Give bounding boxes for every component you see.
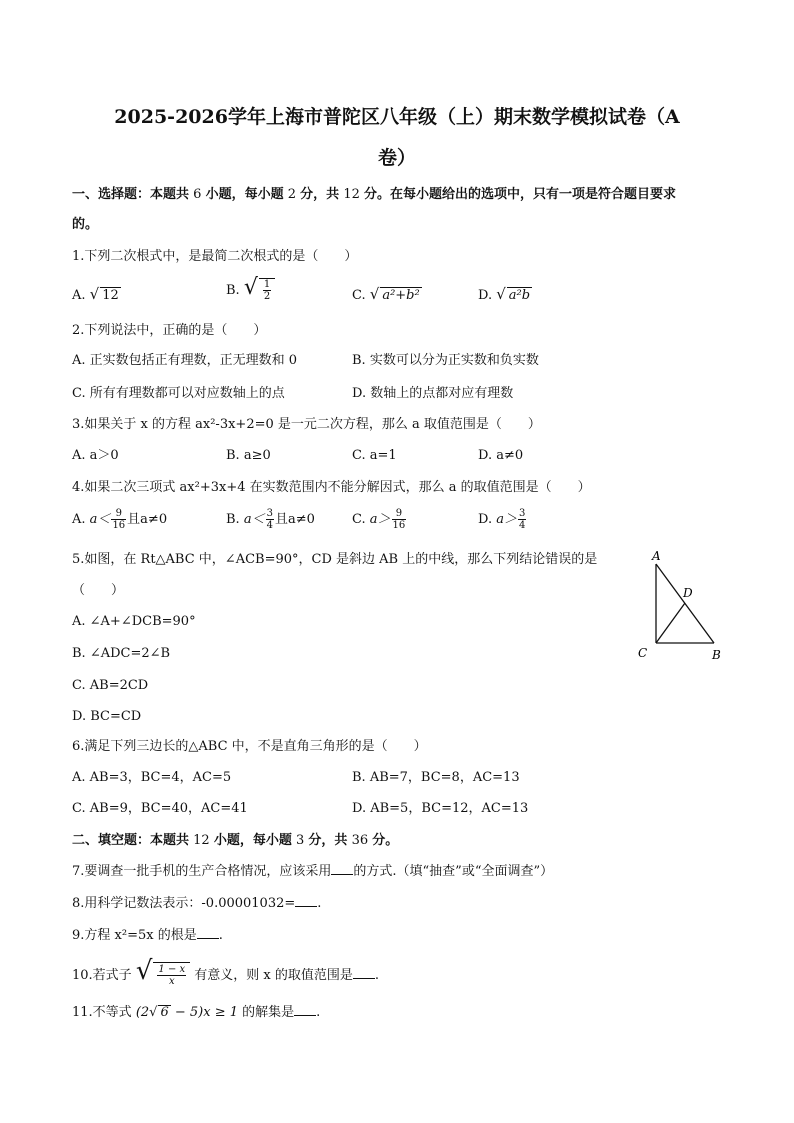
radical-sign: √ (149, 1005, 158, 1020)
q1-option-b (226, 275, 275, 302)
radical-sign: √ (89, 285, 100, 303)
q10-den: x (168, 976, 175, 987)
q4-a-num: 9 (111, 508, 126, 520)
q9 (72, 926, 223, 945)
q11 (72, 1003, 320, 1022)
q8 (72, 894, 321, 913)
q5-option-c: C. AB=2CD (72, 678, 149, 693)
median-cd (656, 603, 685, 643)
q7-post: 的方式.（填“抽查”或“全面调查”） (353, 864, 554, 879)
radical-sign: √ (369, 285, 380, 303)
q1-option-c (352, 285, 422, 305)
q1-a-radicand: 12 (102, 288, 119, 303)
section1-prefix: 一、选择题：本题共 (72, 187, 190, 202)
q4-b-post: 且a≠0 (274, 512, 315, 527)
q1-a-label: A. (72, 288, 86, 303)
section2-suffix: 分。 (372, 833, 399, 848)
q1-option-a (72, 285, 121, 305)
q2-option-c: C. 所有有理数都可以对应数轴上的点 (72, 386, 285, 401)
q11-expr-b: − 5)x ≥ 1 (170, 1005, 239, 1020)
q5-option-b: B. ∠ADC=2∠B (72, 646, 171, 661)
section1-heading-cont: 的。 (72, 217, 99, 232)
q10-answer-blank[interactable] (353, 966, 375, 979)
q10-pre: 10.若式子 (72, 968, 132, 983)
q4-option-a (72, 508, 167, 531)
q7-pre: 7.要调查一批手机的生产合格情况，应该采用 (72, 864, 332, 879)
q11-expression (136, 1005, 238, 1020)
q3-option-c: C. a=1 (352, 448, 397, 463)
q1-b-num: 1 (263, 279, 271, 290)
q4-option-b (226, 508, 315, 531)
q10-mid: 有意义，则 x 的取值范围是 (194, 968, 353, 983)
q8-answer-blank[interactable] (295, 894, 317, 907)
q4-a-den: 16 (112, 520, 126, 531)
q4-b-label: B. (226, 512, 240, 527)
q4-d-label: D. (478, 512, 493, 527)
q4-d-rel: a＞ (496, 512, 517, 527)
q2-option-b: B. 实数可以分为正实数和负实数 (352, 353, 539, 368)
q7 (72, 862, 553, 881)
q5-option-d: D. BC=CD (72, 709, 142, 724)
section2-mid1: 小题，每小题 (213, 833, 292, 848)
q6-option-c: C. AB=9，BC=40，AC=41 (72, 801, 248, 816)
q11-mid: 的解集是 (242, 1005, 295, 1020)
q9-post: . (218, 928, 223, 943)
q4-d-den: 4 (519, 520, 526, 531)
q9-answer-blank[interactable] (197, 926, 219, 939)
q4-stem: 4.如果二次三项式 ax²+3x+4 在实数范围内不能分解因式，那么 a 的取值范围是（ ） (72, 480, 591, 495)
q3-option-d: D. a≠0 (478, 448, 524, 463)
q10-num: 1 − x (158, 964, 186, 975)
vertex-c-label: C (638, 646, 648, 660)
q1-b-label: B. (226, 283, 240, 298)
vertex-a-label: A (652, 549, 661, 563)
q3-option-b: B. a≥0 (226, 448, 271, 463)
exam-title-line2: 卷） (377, 147, 416, 169)
q2-option-d: D. 数轴上的点都对应有理数 (352, 386, 514, 401)
section1-heading (72, 186, 676, 204)
q1-b-den: 2 (263, 291, 271, 302)
section1-each: 2 (287, 187, 297, 202)
q5-paren: （ ） (72, 583, 125, 598)
q4-c-label: C. (352, 512, 366, 527)
q5-option-a: A. ∠A+∠DCB=90° (72, 614, 196, 629)
section2-prefix: 二、填空题：本题共 (72, 833, 190, 848)
q11-pre: 11.不等式 (72, 1005, 132, 1020)
section2-total: 36 (351, 833, 369, 848)
q4-option-c (352, 508, 407, 531)
q4-b-den: 4 (266, 520, 273, 531)
q4-option-d (478, 508, 527, 531)
q1-b-radicand (259, 278, 275, 302)
q6-option-a: A. AB=3，BC=4，AC=5 (72, 770, 232, 785)
q1-c-radicand: a²+b² (382, 288, 420, 303)
section2-each: 3 (296, 833, 305, 848)
q4-c-rel: a＞ (369, 512, 391, 527)
section1-total: 12 (343, 187, 360, 202)
vertex-b-label: B (712, 648, 721, 662)
q3-stem: 3.如果关于 x 的方程 ax²-3x+2=0 是一元二次方程，那么 a 取值范围是（ ） (72, 417, 541, 432)
q6-stem: 6.满足下列三边长的△ABC 中，不是直角三角形的是（ ） (72, 739, 427, 754)
radical-sign: √ (135, 956, 153, 986)
point-d-label: D (683, 586, 693, 600)
q9-pre: 9.方程 x²=5x 的根是 (72, 928, 197, 943)
q4-a-post: 且a≠0 (127, 512, 168, 527)
q1-d-label: D. (478, 288, 493, 303)
q4-b-rel: a＜ (243, 512, 265, 527)
q2-option-a: A. 正实数包括正有理数，正无理数和 0 (72, 353, 298, 368)
q8-pre: 8.用科学记数法表示：-0.00001032= (72, 896, 296, 911)
radical-sign: √ (243, 275, 258, 300)
q5-stem: 5.如图，在 Rt△ABC 中，∠ACB=90°，CD 是斜边 AB 上的中线，那么下列结论错误的是 (72, 552, 598, 567)
q4-a-label: A. (72, 512, 86, 527)
q1-option-d (478, 285, 532, 305)
q11-expr-a: (2 (135, 1005, 150, 1020)
q8-post: . (317, 896, 322, 911)
q11-post: . (316, 1005, 321, 1020)
section2-heading (72, 832, 398, 850)
section2-mid2: 分，共 (308, 833, 348, 848)
q6-option-b: B. AB=7，BC=8，AC=13 (352, 770, 520, 785)
q4-c-den: 16 (392, 520, 406, 531)
q2-stem: 2.下列说法中，正确的是（ ） (72, 323, 267, 338)
q10 (72, 955, 379, 992)
q4-b-num: 3 (266, 508, 273, 519)
q7-answer-blank[interactable] (331, 862, 353, 875)
q4-d-num: 3 (519, 508, 526, 519)
section2-count: 12 (193, 833, 210, 848)
q11-expr-rad: 6 (160, 1005, 169, 1020)
q4-c-num: 9 (392, 508, 407, 520)
q5-triangle-figure (630, 544, 730, 668)
exam-title-line1: 2025-2026学年上海市普陀区八年级（上）期末数学模拟试卷（A (114, 106, 680, 128)
q10-radicand (153, 962, 190, 988)
q11-answer-blank[interactable] (294, 1003, 316, 1016)
q1-d-radicand: a²b (508, 288, 531, 303)
q4-a-rel: a＜ (89, 512, 111, 527)
section1-mid1: 小题，每小题 (205, 187, 284, 202)
q1-c-label: C. (352, 288, 366, 303)
q10-post: . (374, 968, 380, 983)
section1-count: 6 (193, 187, 202, 202)
section1-suffix: 分。在每小题给出的选项中，只有一项是符合题目要求 (364, 187, 677, 202)
section1-mid2: 分，共 (300, 187, 340, 202)
q3-option-a: A. a＞0 (72, 448, 119, 463)
q1-stem: 1.下列二次根式中，是最简二次根式的是（ ） (72, 249, 358, 264)
q6-option-d: D. AB=5，BC=12，AC=13 (352, 801, 529, 816)
radical-sign: √ (496, 285, 506, 303)
